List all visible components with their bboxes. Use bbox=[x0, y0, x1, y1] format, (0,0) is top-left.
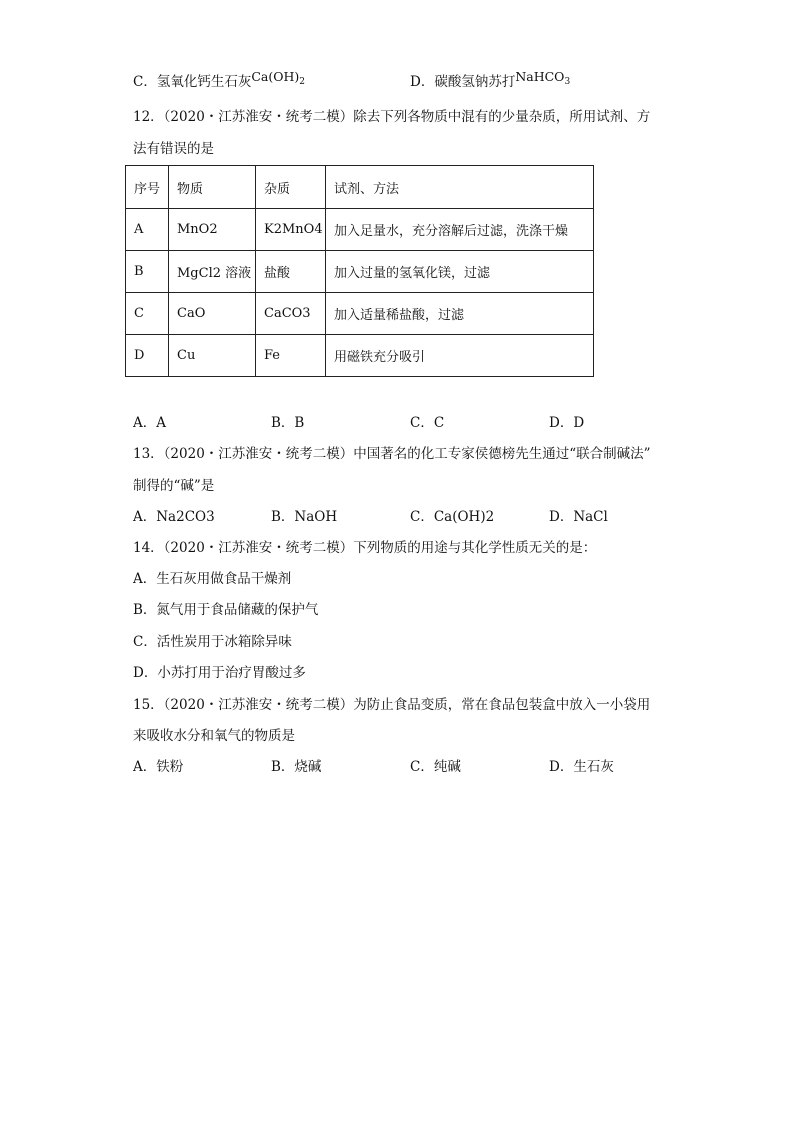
q13-option-a: A．Na2CO3 bbox=[133, 509, 215, 525]
header-cell: 杂质 bbox=[256, 166, 326, 209]
q15-option-b: B．烧碱 bbox=[271, 759, 322, 775]
table-row bbox=[126, 335, 594, 377]
q13-stem-line2: 制得的“碱”是 bbox=[133, 478, 215, 494]
q11-option-d bbox=[410, 69, 571, 97]
q15-option-a: A．铁粉 bbox=[133, 759, 184, 775]
q15-option-c: C．纯碱 bbox=[410, 759, 461, 775]
q13-option-c: C．Ca(OH)2 bbox=[410, 509, 495, 525]
q11-option-c-formula: $Ca(OH)_2$ bbox=[251, 69, 305, 87]
q12-option-d: D．D bbox=[549, 415, 585, 431]
table-cell: MgCl2 溶液 bbox=[169, 251, 256, 293]
table-row bbox=[126, 251, 594, 293]
table-cell: Fe bbox=[256, 335, 326, 377]
table-cell: 用磁铁充分吸引 bbox=[326, 335, 594, 377]
q11-option-d-formula: NaHCO$_3$ bbox=[515, 69, 571, 87]
q15-option-d: D．生石灰 bbox=[549, 759, 614, 775]
header-cell: 试剂、方法 bbox=[326, 166, 594, 209]
table-row bbox=[126, 293, 594, 335]
table-cell: A bbox=[126, 209, 169, 251]
table-cell: C bbox=[126, 293, 169, 335]
q12-option-c: C．C bbox=[410, 415, 445, 431]
table-cell: Cu bbox=[169, 335, 256, 377]
table-cell: CaCO3 bbox=[256, 293, 326, 335]
table-cell: MnO2 bbox=[169, 209, 256, 251]
q13-option-d: D．NaCl bbox=[549, 509, 608, 525]
q14-option-c: C．活性炭用于冰箱除异味 bbox=[133, 634, 292, 650]
q12-table bbox=[125, 165, 594, 377]
q12-stem-line1: 12．（2020・江苏淮安・统考二模）除去下列各物质中混有的少量杂质，所用试剂、方 bbox=[133, 109, 651, 125]
q14-stem: 14．（2020・江苏淮安・统考二模）下列物质的用途与其化学性质无关的是： bbox=[133, 540, 597, 556]
table-header-row bbox=[126, 166, 594, 209]
header-cell: 物质 bbox=[169, 166, 256, 209]
table-row bbox=[126, 209, 594, 251]
q14-option-a: A．生石灰用做食品干燥剂 bbox=[133, 571, 292, 587]
table-cell: 加入足量水，充分溶解后过滤，洗涤干燥 bbox=[326, 209, 594, 251]
table-cell: D bbox=[126, 335, 169, 377]
q14-option-b: B．氮气用于食品储藏的保护气 bbox=[133, 602, 319, 618]
q14-option-d: D．小苏打用于治疗胃酸过多 bbox=[133, 665, 306, 681]
table-cell: 加入过量的氢氧化镁，过滤 bbox=[326, 251, 594, 293]
q11-option-c-text: C．氢氧化钙生石灰 bbox=[133, 74, 252, 90]
q12-option-b: B．B bbox=[271, 415, 305, 431]
q13-option-b: B．NaOH bbox=[271, 509, 338, 525]
q13-stem-line1: 13．（2020・江苏淮安・统考二模）中国著名的化工专家侯德榜先生通过“联合制碱法” bbox=[133, 446, 651, 462]
q15-stem-line1: 15．（2020・江苏淮安・统考二模）为防止食品变质，常在食品包装盒中放入一小袋用 bbox=[133, 697, 651, 713]
table-cell: K2MnO4 bbox=[256, 209, 326, 251]
q11-option-d-text: D．碳酸氢钠苏打 bbox=[410, 74, 516, 90]
q12-stem-line2: 法有错误的是 bbox=[133, 141, 214, 157]
q15-stem-line2: 来吸收水分和氧气的物质是 bbox=[133, 728, 295, 744]
header-cell: 序号 bbox=[126, 166, 169, 209]
q11-option-c bbox=[133, 69, 305, 97]
table-cell: B bbox=[126, 251, 169, 293]
table-cell: 加入适量稀盐酸，过滤 bbox=[326, 293, 594, 335]
table-cell: CaO bbox=[169, 293, 256, 335]
table-cell: 盐酸 bbox=[256, 251, 326, 293]
q12-option-a: A．A bbox=[133, 415, 166, 431]
